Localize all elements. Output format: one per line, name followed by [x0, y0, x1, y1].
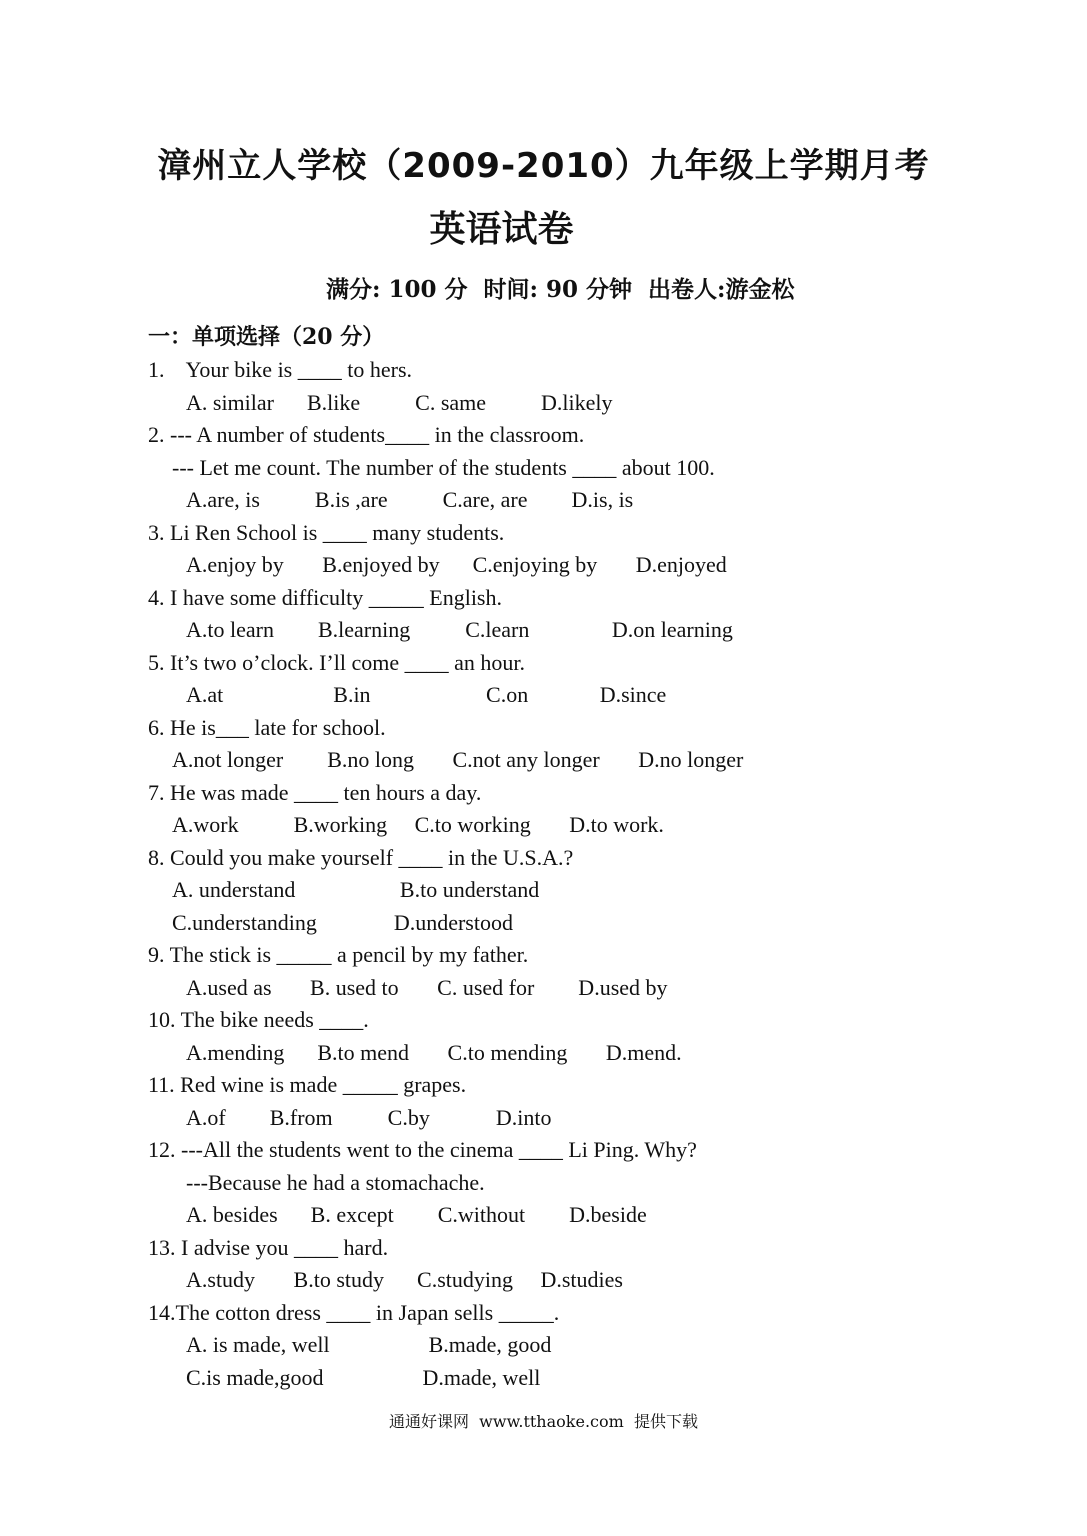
- question-text: ---Because he had a stomachache.: [186, 1170, 485, 1195]
- question-text: 13. I advise you ____ hard.: [148, 1235, 389, 1260]
- exam-title: 漳州立人学校（2009-2010）九年级上学期月考: [157, 146, 930, 186]
- answer-options: A.of B.from C.by D.into: [186, 1105, 552, 1130]
- question-text: 8. Could you make yourself ____ in the U.S.A.?: [148, 845, 574, 870]
- question-text: --- Let me count. The number of the students ____ about 100.: [172, 455, 715, 480]
- question-text: 1. Your bike is ____ to hers.: [148, 357, 413, 382]
- answer-options: A.used as B. used to C. used for D.used by: [186, 975, 668, 1000]
- question-text: 10. The bike needs ____.: [148, 1007, 369, 1032]
- question-text: 4. I have some difficulty _____ English.: [148, 585, 502, 610]
- question-text: 11. Red wine is made _____ grapes.: [148, 1072, 467, 1097]
- answer-options: A.at B.in C.on D.since: [186, 682, 667, 707]
- question-text: 6. He is___ late for school.: [148, 715, 386, 740]
- answer-options: A. besides B. except C.without D.beside: [186, 1202, 647, 1227]
- answer-options: A.enjoy by B.enjoyed by C.enjoying by D.enjoyed: [186, 552, 727, 577]
- question-text: 12. ---All the students went to the cinema ____ Li Ping. Why?: [148, 1137, 697, 1162]
- exam-subtitle: 英语试卷: [429, 209, 574, 250]
- answer-options: A. understand B.to understand: [172, 877, 540, 902]
- exam-meta: 满分: 100 分 时间: 90 分钟 出卷人:游金松: [326, 276, 795, 303]
- answer-options: A. is made, well B.made, good: [186, 1332, 552, 1357]
- question-text: 14.The cotton dress ____ in Japan sells _____.: [148, 1300, 560, 1325]
- answer-options: A.study B.to study C.studying D.studies: [186, 1267, 623, 1292]
- question-text: 3. Li Ren School is ____ many students.: [148, 520, 505, 545]
- question-text: 2. --- A number of students____ in the classroom.: [148, 422, 585, 447]
- question-text: 5. It’s two o’clock. I’ll come ____ an hour.: [148, 650, 525, 675]
- section-heading: 一：单项选择（20 分）: [148, 324, 385, 350]
- answer-options: A.to learn B.learning C.learn D.on learning: [186, 617, 733, 642]
- answer-options: A.are, is B.is ,are C.are, are D.is, is: [186, 487, 634, 512]
- answer-options: A.not longer B.no long C.not any longer D.no longer: [172, 747, 744, 772]
- answer-options: C.understanding D.understood: [172, 910, 513, 935]
- answer-options: C.is made,good D.made, well: [186, 1365, 541, 1390]
- answer-options: A. similar B.like C. same D.likely: [186, 390, 613, 415]
- question-text: 7. He was made ____ ten hours a day.: [148, 780, 482, 805]
- answer-options: A.work B.working C.to working D.to work.: [172, 812, 664, 837]
- answer-options: A.mending B.to mend C.to mending D.mend.: [186, 1040, 682, 1065]
- page-footer: 通通好课网 www.tthaoke.com 提供下载: [389, 1412, 698, 1431]
- question-text: 9. The stick is _____ a pencil by my father.: [148, 942, 529, 967]
